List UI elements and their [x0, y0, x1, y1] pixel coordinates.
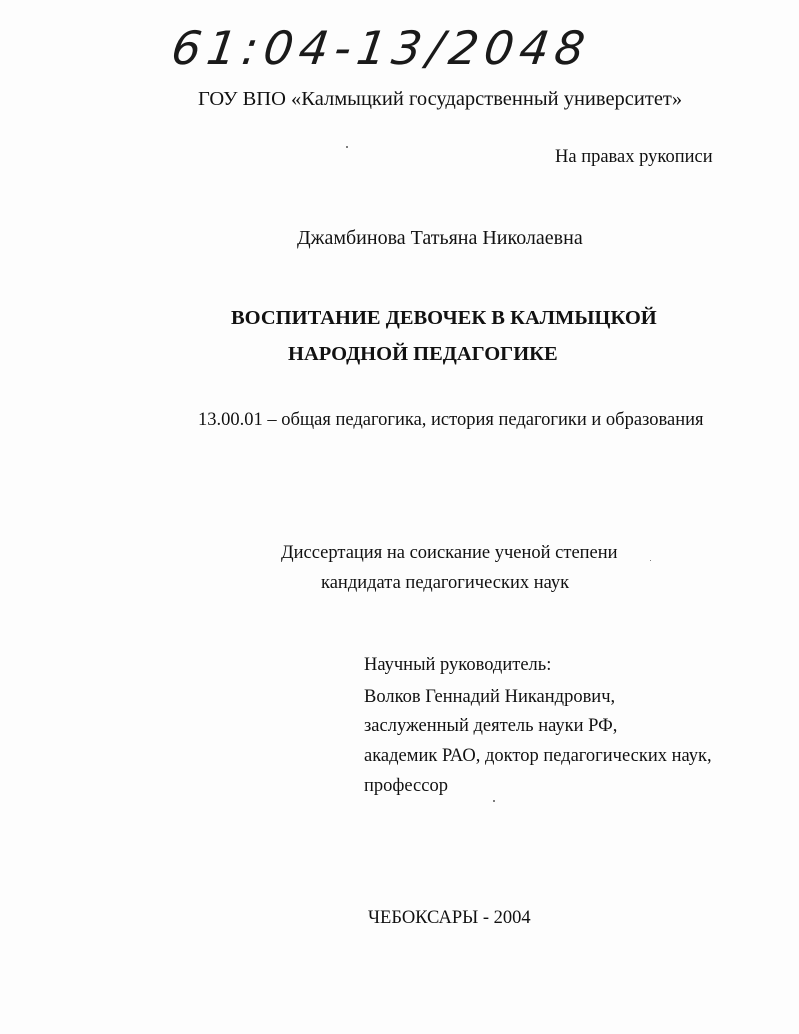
specialty-code: 13.00.01 – общая педагогика, история педагогики и образования — [198, 410, 704, 430]
dissertation-line-1: Диссертация на соискание ученой степени — [281, 543, 618, 563]
supervisor-name: Волков Геннадий Никандрович, — [364, 687, 616, 707]
scan-speck — [650, 560, 651, 561]
title-line-1: ВОСПИТАНИЕ ДЕВОЧЕК В КАЛМЫЦКОЙ — [231, 307, 657, 329]
university-name: ГОУ ВПО «Калмыцкий государственный университет» — [198, 88, 683, 110]
scan-speck — [493, 800, 495, 802]
title-line-2: НАРОДНОЙ ПЕДАГОГИКЕ — [288, 343, 558, 365]
supervisor-degree: академик РАО, доктор педагогических наук, — [364, 746, 712, 766]
supervisor-heading: Научный руководитель: — [364, 655, 552, 675]
handwritten-archive-number: 61:04-13/2048 — [168, 21, 595, 75]
supervisor-rank: профессор — [364, 776, 448, 796]
supervisor-honor: заслуженный деятель науки РФ, — [364, 716, 618, 736]
dissertation-line-2: кандидата педагогических наук — [321, 573, 570, 593]
city-year: ЧЕБОКСАРЫ - 2004 — [368, 908, 531, 928]
manuscript-rights-note: На правах рукописи — [555, 147, 713, 167]
author-name: Джамбинова Татьяна Николаевна — [297, 227, 583, 249]
scan-speck — [346, 146, 348, 148]
